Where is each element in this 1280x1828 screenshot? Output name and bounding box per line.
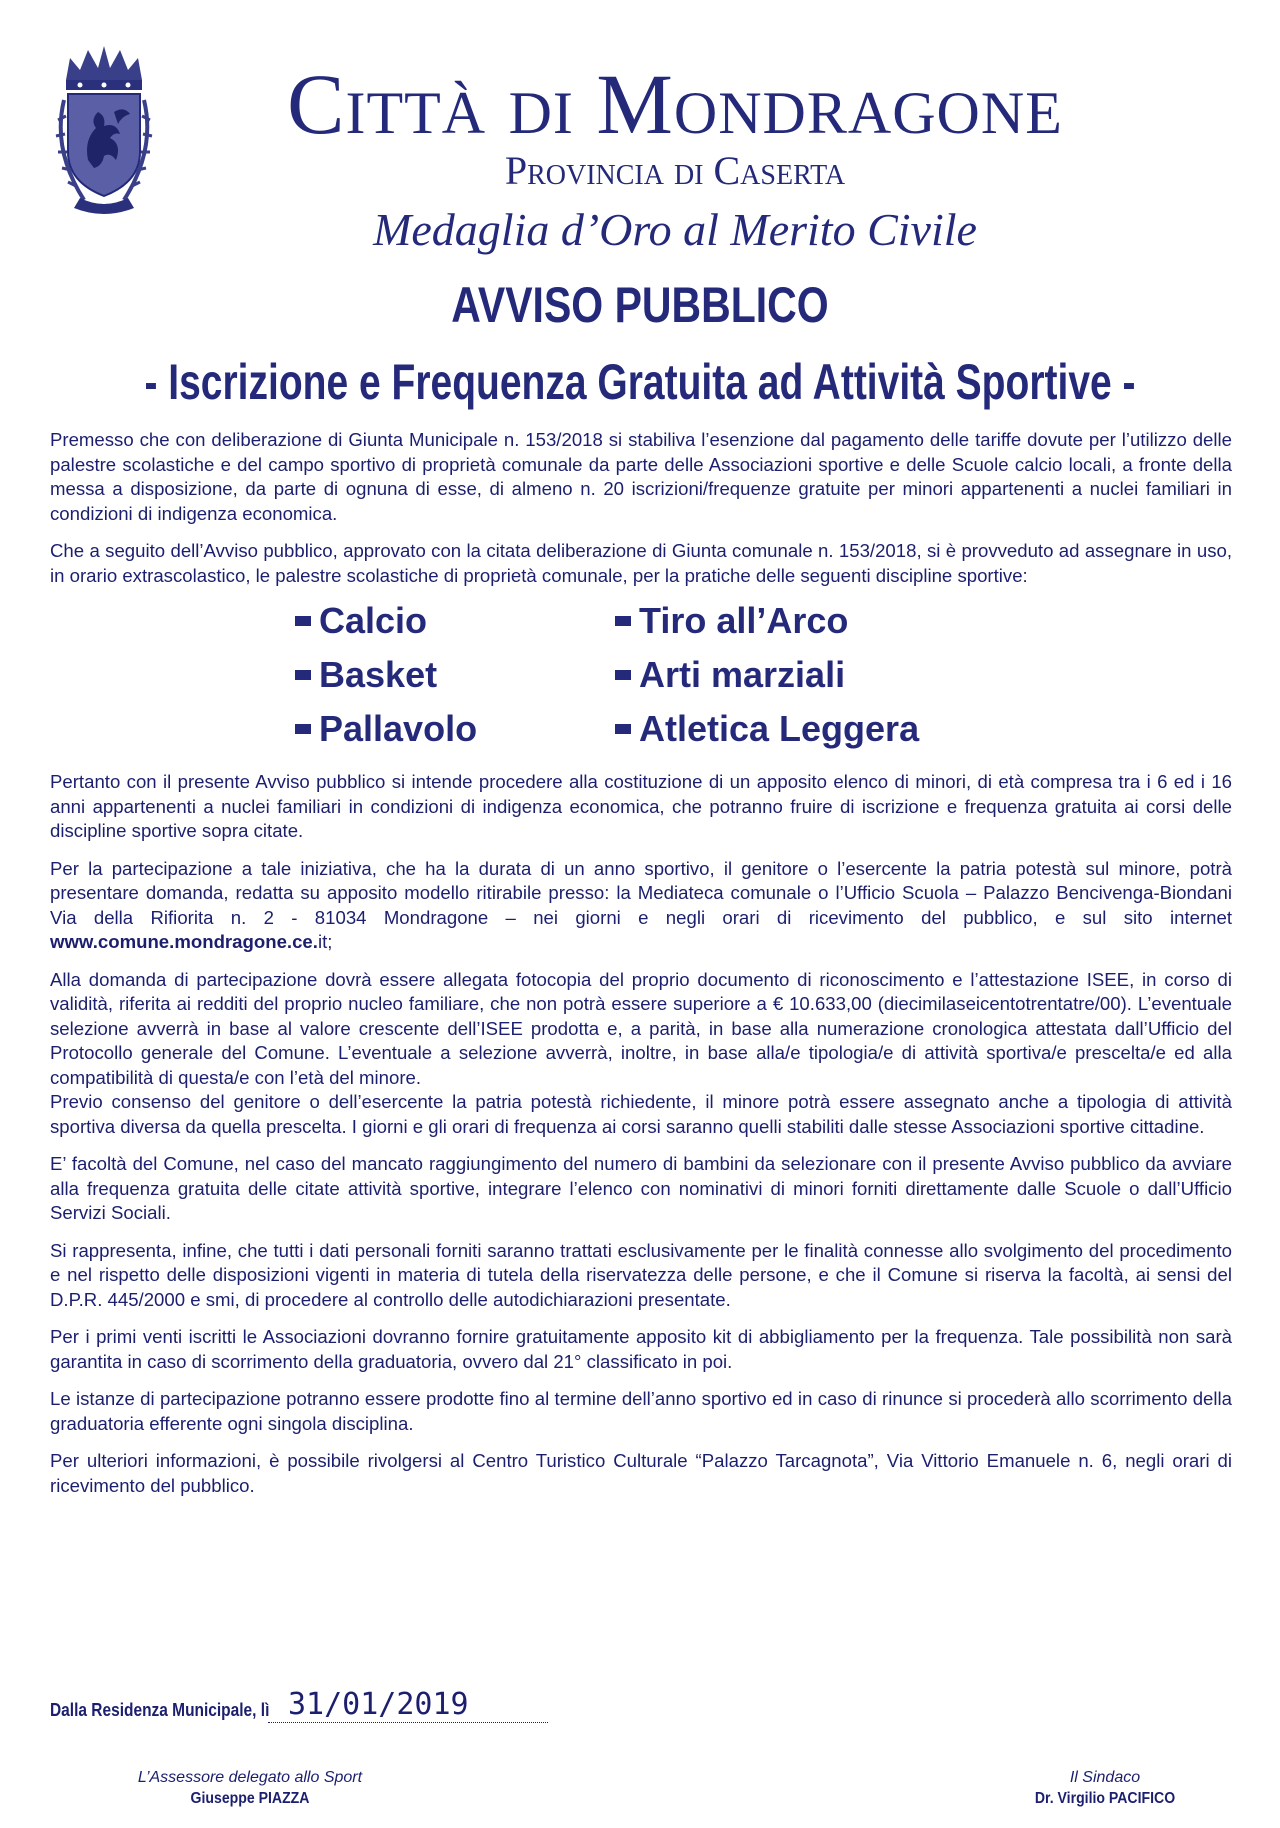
mayor-signature-block bbox=[990, 1768, 1220, 1810]
square-bullet-icon bbox=[615, 670, 631, 680]
paragraph-integration: E’ facoltà del Comune, nel caso del mancato raggiungimento del numero di bambini da selezionare con il presente Avviso pubblico da avviare alla frequenza gratuita delle citate attività sportive, integrare l’elenco con nominativi di minori forniti direttamente dalle Scuole o dall’Ufficio Servizi Sociali. bbox=[50, 1153, 1232, 1223]
paragraph-application: Per la partecipazione a tale iniziativa, che ha la durata di un anno sportivo, il genitore o l’esercente la patria potestà sul minore, potrà presentare domanda, redatta su apposito modello ritirabile presso: la Mediateca comunale o l’Ufficio Scuola – Palazzo Bencivenga-Biondani Via della Rifiorita n. 2 - 81034 Mondragone – nei giorni e negli orari di ricevimento del pubblico, e sul sito internet www.comune.mondragone.ce.it; bbox=[50, 857, 1232, 952]
sport-item: Atletica Leggera bbox=[615, 706, 1035, 752]
paragraph-consent: Previo consenso del genitore o dell’esercente la patria potestà richiedente, il minore potrà essere assegnato anche a tipologia di attività sportiva diversa da quella prescelta. I giorni e gli orari di frequenza ai corsi saranno quelli stabiliti dalle stesse Associazioni sportive cittadine. bbox=[50, 1091, 1232, 1137]
notice-subtitle: - Iscrizione e Frequenza Gratuita ad Attività Sportive - bbox=[144, 354, 1136, 410]
sport-item: Basket bbox=[295, 652, 615, 698]
city-title: Città di Mondragone bbox=[287, 56, 1063, 152]
notice-body bbox=[50, 428, 1232, 1511]
paragraph-purpose: Pertanto con il presente Avviso pubblico si intende procedere alla costituzione di un apposito elenco di minori, di età compresa tra i 6 ed i 16 anni appartenenti a nuclei familiari in condizioni di indigenza economica, che potranno fruire di iscrizione e frequenza gratuita ai corsi delle discipline sportive sopra citate. bbox=[50, 771, 1232, 841]
assessor-role: L’Assessore delegato allo Sport bbox=[137, 1769, 363, 1786]
mayor-role: Il Sindaco bbox=[1069, 1769, 1141, 1786]
sport-item: Calcio bbox=[295, 598, 615, 644]
paragraph-privacy: Si rappresenta, infine, che tutti i dati personali forniti saranno trattati esclusivamente per le finalità connesse allo svolgimento del procedimento e nel rispetto delle disposizioni vigenti in materia di tutela della riservatezza delle persone, e che il Comune si riserva la facoltà, ai sensi del D.P.R. 445/2000 e smi, di procedere al controllo delle autodichiarazioni presentate. bbox=[50, 1239, 1232, 1310]
website-link[interactable]: www.comune.mondragone.ce. bbox=[50, 931, 318, 952]
sports-list bbox=[295, 598, 1232, 752]
square-bullet-icon bbox=[295, 724, 311, 734]
notice-title: AVVISO PUBBLICO bbox=[451, 277, 829, 333]
square-bullet-icon bbox=[615, 616, 631, 626]
paragraph-isee: Alla domanda di partecipazione dovrà essere allegata fotocopia del proprio documento di riconoscimento e l’attestazione ISEE, in corso di validità, riferita ai redditi del proprio nucleo familiare, che non potrà essere superiore a € 10.633,00 (diecimilaseicentotrentatre/00). L’eventuale selezione avverrà in base al valore crescente dell’ISEE prodotta e, a parità, in base alla numerazione cronologica attestata dall’Ufficio del Protocollo generale del Comune. L’eventuale a selezione avverrà, inoltre, in base alla/e tipologia/e di attività sportiva/e prescelta/e ed alla compatibilità di questa/e con l’età del minore. bbox=[50, 968, 1232, 1088]
assessor-name: Giuseppe PIAZZA bbox=[190, 1790, 310, 1807]
paragraph-kit: Per i primi venti iscritti le Associazioni dovranno fornire gratuitamente apposito kit di abbigliamento per la frequenza. Tale possibilità non sarà garantita in caso di scorrimento della graduatoria, ovvero dal 21° classificato in poi. bbox=[50, 1326, 1232, 1372]
province-subtitle: Provincia di Caserta bbox=[504, 148, 846, 193]
square-bullet-icon bbox=[295, 670, 311, 680]
sport-item: Tiro all’Arco bbox=[615, 598, 1035, 644]
square-bullet-icon bbox=[615, 724, 631, 734]
medal-motto: Medaglia d’Oro al Merito Civile bbox=[373, 204, 977, 255]
paragraph-assignment: Che a seguito dell’Avviso pubblico, approvato con la citata deliberazione di Giunta comunale n. 153/2018, si è provveduto ad assegnare in uso, in orario extrascolastico, le palestre scolastiche di proprietà comunale, per la pratiche delle seguenti discipline sportive: bbox=[50, 540, 1232, 586]
sport-item: Arti marziali bbox=[615, 652, 1035, 698]
paragraph-info: Per ulteriori informazioni, è possibile rivolgersi al Centro Turistico Culturale “Palazzo Tarcagnota”, Via Vittorio Emanuele n. 6, negli orari di ricevimento del pubblico. bbox=[50, 1450, 1232, 1496]
date-label: Dalla Residenza Municipale, lì bbox=[50, 1700, 270, 1720]
date-value: 31/01/2019 bbox=[268, 1688, 548, 1723]
sport-item: Pallavolo bbox=[295, 706, 615, 752]
assessor-signature-block bbox=[110, 1768, 390, 1810]
mayor-name: Dr. Virgilio PACIFICO bbox=[1034, 1790, 1176, 1807]
square-bullet-icon bbox=[295, 616, 311, 626]
paragraph-premise: Premesso che con deliberazione di Giunta Municipale n. 153/2018 si stabiliva l’esenzione dal pagamento delle tariffe dovute per l’utilizzo delle palestre scolastiche e del campo sportivo di proprietà comunale da parte delle Associazioni sportive e delle Scuole calcio locali, a fronte della messa a disposizione, da parte di ognuna di esse, di almeno n. 20 iscrizioni/frequenze gratuite per minori appartenenti a nuclei familiari in condizioni di indigenza economica. bbox=[50, 429, 1232, 524]
paragraph-deadline: Le istanze di partecipazione potranno essere prodotte fino al termine dell’anno sportivo ed in caso di rinunce si procederà allo scorrimento della graduatoria efferente ogni singola disciplina. bbox=[50, 1388, 1232, 1434]
coat-of-arms-icon bbox=[44, 40, 164, 220]
